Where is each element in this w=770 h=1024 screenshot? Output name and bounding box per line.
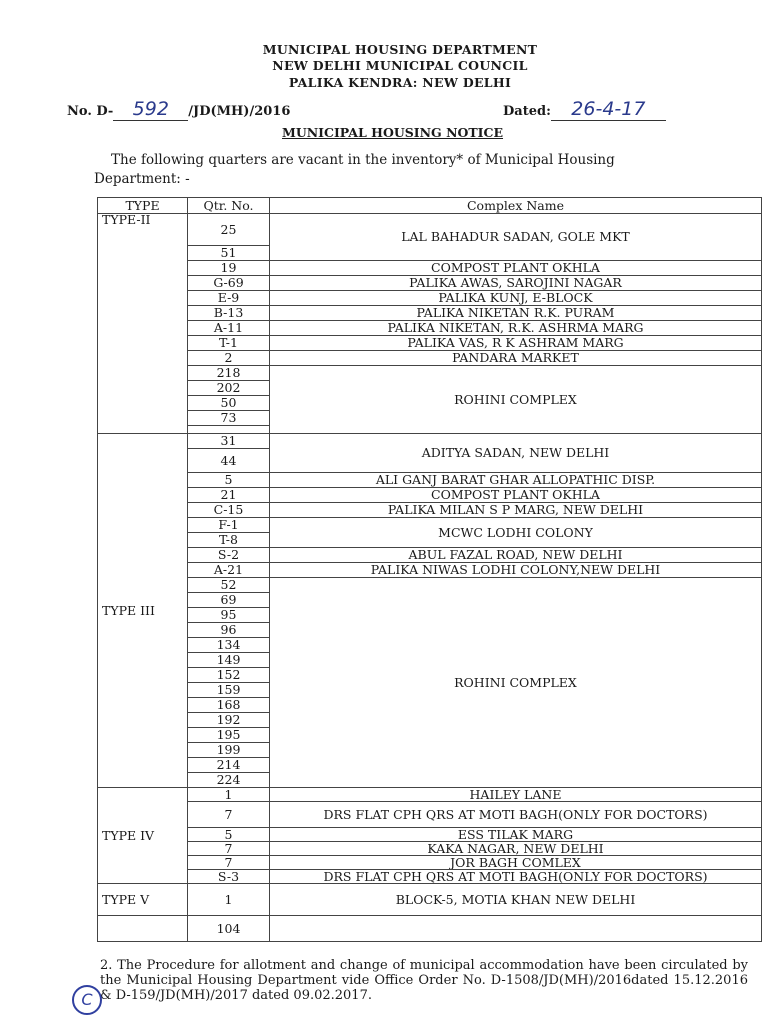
- reference-date: [503, 98, 666, 121]
- type-cell-blank: [98, 916, 188, 942]
- type-cell: TYPE V: [98, 884, 188, 916]
- complex-cell: HAILEY LANE: [270, 788, 762, 802]
- type-cell: TYPE IV: [98, 788, 188, 884]
- complex-cell: PALIKA MILAN S P MARG, NEW DELHI: [270, 503, 762, 518]
- qtr-cell: B-13: [188, 306, 270, 321]
- qtr-cell: 214: [188, 758, 270, 773]
- header-type: TYPE: [98, 198, 188, 214]
- qtr-cell-blank: [188, 426, 270, 434]
- complex-cell: COMPOST PLANT OKHLA: [270, 488, 762, 503]
- table-row: [98, 503, 762, 518]
- qtr-cell: 218: [188, 366, 270, 381]
- procedure-paragraph: 2. The Procedure for allotment and change of municipal accommodation have been circulated by the Municipal Housing Department vide Office Order No. D-1508/JD(MH)/2016dated 15.12.2016 & D-159/JD(MH)/2017 dated 09.02.2017.: [100, 958, 748, 1003]
- table-row: [98, 321, 762, 336]
- table-row: [98, 351, 762, 366]
- qtr-cell: 149: [188, 653, 270, 668]
- complex-cell: [270, 916, 762, 942]
- type-cell: TYPE III: [98, 434, 188, 788]
- dated-label: Dated:: [503, 104, 551, 119]
- handwritten-margin-mark: C: [72, 985, 102, 1015]
- qtr-cell: 152: [188, 668, 270, 683]
- table-header-row: [98, 198, 762, 214]
- qtr-cell: E-9: [188, 291, 270, 306]
- type-cell: TYPE-II: [98, 214, 188, 434]
- complex-cell: KAKA NAGAR, NEW DELHI: [270, 842, 762, 856]
- qtr-cell: 52: [188, 578, 270, 593]
- table-row: [98, 306, 762, 321]
- qtr-cell: G-69: [188, 276, 270, 291]
- table-row: [98, 336, 762, 351]
- dated-handwritten: 26-4-17: [551, 98, 666, 121]
- qtr-cell: 224: [188, 773, 270, 788]
- complex-cell: DRS FLAT CPH QRS AT MOTI BAGH(ONLY FOR DOCTORS): [270, 870, 762, 884]
- qtr-cell: 195: [188, 728, 270, 743]
- qtr-cell: 50: [188, 396, 270, 411]
- intro-paragraph: The following quarters are vacant in the inventory* of Municipal Housing Department: -: [94, 152, 615, 187]
- complex-cell: PANDARA MARKET: [270, 351, 762, 366]
- table-row: [98, 291, 762, 306]
- qtr-cell: 31: [188, 434, 270, 449]
- qtr-cell: 134: [188, 638, 270, 653]
- notice-title: MUNICIPAL HOUSING NOTICE: [282, 125, 504, 140]
- header-qtr-no: Qtr. No.: [188, 198, 270, 214]
- qtr-cell: 168: [188, 698, 270, 713]
- qtr-cell: 7: [188, 856, 270, 870]
- table-row: [98, 916, 762, 942]
- qtr-cell: 1: [188, 884, 270, 916]
- complex-cell: MCWC LODHI COLONY: [270, 518, 762, 548]
- ref-no-prefix: No. D-: [67, 104, 114, 119]
- table-row: [98, 261, 762, 276]
- department-heading: MUNICIPAL HOUSING DEPARTMENT: [262, 42, 538, 57]
- complex-cell: PALIKA NIKETAN, R.K. ASHRMA MARG: [270, 321, 762, 336]
- qtr-cell: T-1: [188, 336, 270, 351]
- qtr-cell: F-1: [188, 518, 270, 533]
- qtr-cell: S-2: [188, 548, 270, 563]
- table-row: [98, 856, 762, 870]
- qtr-cell: 5: [188, 828, 270, 842]
- table-row: [98, 488, 762, 503]
- qtr-cell: 19: [188, 261, 270, 276]
- qtr-cell: S-3: [188, 870, 270, 884]
- table-row: [98, 518, 762, 533]
- table-row: [98, 214, 762, 246]
- qtr-cell: 25: [188, 214, 270, 246]
- table-row: [98, 884, 762, 916]
- table-row: [98, 473, 762, 488]
- table-row: [98, 563, 762, 578]
- header-complex-name: Complex Name: [270, 198, 762, 214]
- qtr-cell: 69: [188, 593, 270, 608]
- table-row: [98, 870, 762, 884]
- qtr-cell: 192: [188, 713, 270, 728]
- table-row: [98, 788, 762, 802]
- qtr-cell: 73: [188, 411, 270, 426]
- qtr-cell: 96: [188, 623, 270, 638]
- table-row: [98, 548, 762, 563]
- council-heading: NEW DELHI MUNICIPAL COUNCIL: [272, 58, 528, 73]
- qtr-cell: 7: [188, 802, 270, 828]
- complex-cell: PALIKA NIWAS LODHI COLONY,NEW DELHI: [270, 563, 762, 578]
- complex-cell: JOR BAGH COMLEX: [270, 856, 762, 870]
- qtr-cell: 159: [188, 683, 270, 698]
- qtr-cell: A-11: [188, 321, 270, 336]
- qtr-cell: 21: [188, 488, 270, 503]
- complex-cell: ADITYA SADAN, NEW DELHI: [270, 434, 762, 473]
- qtr-cell: T-8: [188, 533, 270, 548]
- table-row: [98, 578, 762, 593]
- complex-cell: BLOCK-5, MOTIA KHAN NEW DELHI: [270, 884, 762, 916]
- complex-cell: LAL BAHADUR SADAN, GOLE MKT: [270, 214, 762, 261]
- qtr-cell: 5: [188, 473, 270, 488]
- qtr-cell: 1: [188, 788, 270, 802]
- qtr-cell: 199: [188, 743, 270, 758]
- table-row: [98, 434, 762, 449]
- complex-cell: ROHINI COMPLEX: [270, 578, 762, 788]
- ref-no-suffix: /JD(MH)/2016: [188, 104, 291, 119]
- qtr-cell: 104: [188, 916, 270, 942]
- address-heading: PALIKA KENDRA: NEW DELHI: [288, 75, 512, 90]
- complex-cell: PALIKA VAS, R K ASHRAM MARG: [270, 336, 762, 351]
- complex-cell: PALIKA AWAS, SAROJINI NAGAR: [270, 276, 762, 291]
- table-row: [98, 842, 762, 856]
- ref-no-handwritten: 592: [113, 98, 188, 121]
- complex-cell: ABUL FAZAL ROAD, NEW DELHI: [270, 548, 762, 563]
- complex-cell: ALI GANJ BARAT GHAR ALLOPATHIC DISP.: [270, 473, 762, 488]
- complex-cell: PALIKA KUNJ, E-BLOCK: [270, 291, 762, 306]
- table-row: [98, 802, 762, 828]
- qtr-cell: A-21: [188, 563, 270, 578]
- qtr-cell: 95: [188, 608, 270, 623]
- vacant-quarters-table: [97, 197, 762, 942]
- qtr-cell: 44: [188, 449, 270, 473]
- complex-cell: COMPOST PLANT OKHLA: [270, 261, 762, 276]
- qtr-cell: 202: [188, 381, 270, 396]
- complex-cell: PALIKA NIKETAN R.K. PURAM: [270, 306, 762, 321]
- reference-number: [67, 98, 290, 121]
- table-row: [98, 828, 762, 842]
- table-row: [98, 366, 762, 381]
- complex-cell: ESS TILAK MARG: [270, 828, 762, 842]
- qtr-cell: 2: [188, 351, 270, 366]
- qtr-cell: 7: [188, 842, 270, 856]
- complex-cell: ROHINI COMPLEX: [270, 366, 762, 434]
- table-row: [98, 276, 762, 291]
- complex-cell: DRS FLAT CPH QRS AT MOTI BAGH(ONLY FOR DOCTORS): [270, 802, 762, 828]
- qtr-cell: 51: [188, 246, 270, 261]
- qtr-cell: C-15: [188, 503, 270, 518]
